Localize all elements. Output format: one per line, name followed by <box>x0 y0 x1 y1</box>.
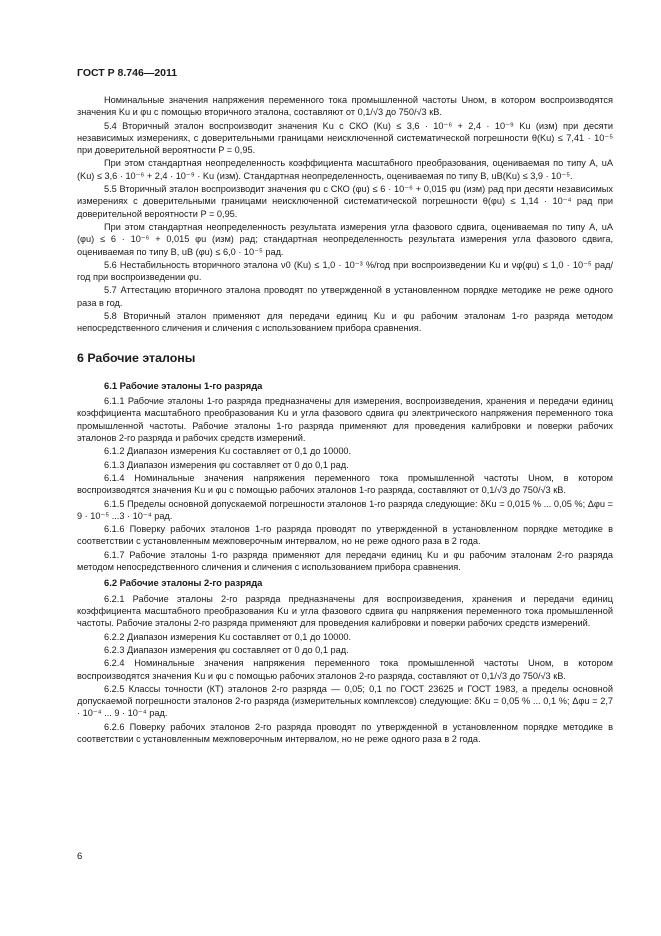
paragraph-6-2-4: 6.2.4 Номинальные значения напряжения переменного тока промышленной частоты Uном, в котором воспроизводятся значения Ku и φu с помощью рабочих эталонов 2-го разряда, составляют от 0,1/√3 до 750/√3 кВ. <box>77 658 613 681</box>
paragraph-nominal-voltage: Номинальные значения напряжения переменного тока промышленной частоты Uном, в котором воспроизводятся значения Ku и φu с помощью вторичного эталона, составляют от 0,1/√3 до 750/√3 кВ. <box>77 95 613 118</box>
paragraph-5-4-uncertainty: При этом стандартная неопределенность коэффициента масштабного преобразования, оцениваемая по типу А, uA (Ku) ≤ 3,6 · 10⁻⁶ + 2,4 · 10⁻⁹ · Ku (изм). Стандартная неопределенность, оцениваемая по типу В, uB(Ku) ≤ 3,9 · 10⁻⁵. <box>77 158 613 181</box>
document-body <box>77 94 613 746</box>
paragraph-6-1-3: 6.1.3 Диапазон измерения φu составляет от 0 до 0,1 рад. <box>104 459 349 470</box>
paragraph-6-1-4: 6.1.4 Номинальные значения напряжения переменного тока промышленной частоты Uном, в котором воспроизводятся значения Ku и φu с помощью рабочих эталонов 1-го разряда, составляют от 0,1/√3 до 750/√3 кВ. <box>77 472 613 496</box>
subsection-6-1-title: 6.1 Рабочие эталоны 1-го разряда <box>104 379 263 391</box>
paragraph-5-6: 5.6 Нестабильность вторичного эталона ν0 (Ku) ≤ 1,0 · 10⁻³ %/год при воспроизведении Ku и νφ(φu) ≤ 1,0 · 10⁻⁵ рад/год при воспроизведении φu. <box>77 259 613 283</box>
page-number: 6 <box>77 851 83 862</box>
paragraph-6-2-2: 6.2.2 Диапазон измерения Ku составляет от 0,1 до 10000. <box>104 631 352 642</box>
paragraph-6-2-6: 6.2.6 Поверку рабочих эталонов 2-го разряда проводят по утвержденной в установленном порядке методике в соответствии с установленным межповерочным интервалом, но не реже одного раза в 2 года. <box>77 721 613 745</box>
paragraph-6-2-1: 6.2.1 Рабочие эталоны 2-го разряда предназначены для воспроизведения, хранения и передачи единиц коэффициента масштабного преобразования Ku и угла фазового сдвига φu напряжения переменного тока промышленной частоты. Рабочие эталоны 2-го разряда применяют для проведения калибровки и поверки рабочих средств измерений. <box>77 593 613 629</box>
paragraph-6-2-3: 6.2.3 Диапазон измерения φu составляет от 0 до 0,1 рад. <box>104 644 349 655</box>
paragraph-5-5: 5.5 Вторичный эталон воспроизводит значения φu с СКО (φu) ≤ 6 · 10⁻⁶ + 0,015 φu (изм) рад при десяти независимых измерениях с доверительными границами неисключенной систематической погрешности θ(φu) ≤ 1,14 · 10⁻⁴ рад при доверительной вероятности P = 0,95. <box>77 184 613 219</box>
paragraph-6-1-2: 6.1.2 Диапазон измерения Ku составляет от 0,1 до 10000. <box>104 446 352 457</box>
paragraph-5-4: 5.4 Вторичный эталон воспроизводит значения Ku с СКО (Ku) ≤ 3,6 · 10⁻⁶ + 2,4 · 10⁻⁹ Ku (изм) при десяти независимых измерениях, с доверительными границами неисключенной систематической погрешности θ(Ku) ≤ 7,41 · 10⁻⁵ при доверительной вероятности P = 0,95. <box>77 120 613 156</box>
subsection-6-2-title: 6.2 Рабочие эталоны 2-го разряда <box>104 577 263 589</box>
paragraph-5-7: 5.7 Аттестацию вторичного эталона проводят по утвержденной в установленном порядке методике не реже одного раза в год. <box>77 285 613 308</box>
paragraph-6-1-6: 6.1.6 Поверку рабочих эталонов 1-го разряда проводят по утвержденной в установленном порядке методике в соответствии с установленным межповерочным интервалом, но не реже одного раза в 2 года. <box>77 524 613 547</box>
paragraph-6-1-1: 6.1.1 Рабочие эталоны 1-го разряда предназначены для измерения, воспроизведения, хранения и передачи единиц коэффициента масштабного преобразования Ku и угла фазового сдвига φu электрического напряжения переменного тока промышленной частоты. Рабочие эталоны 1-го разряда применяют для проведения калибровки и поверки рабочих эталонов 2-го разряда и рабочих средств измерений. <box>77 396 613 444</box>
paragraph-6-1-7: 6.1.7 Рабочие эталоны 1-го разряда применяют для передачи единиц Ku и φu рабочим эталонам 2-го разряда методом непосредственного сличения и сличения с использованием прибора сравнения. <box>77 549 613 572</box>
paragraph-5-8: 5.8 Вторичный эталон применяют для передачи единиц Ku и φu рабочим эталонам 1-го разряда методом непосредственного сличения и сличения с использованием прибора сравнения. <box>77 311 613 334</box>
paragraph-6-1-5: 6.1.5 Пределы основной допускаемой погрешности эталонов 1-го разряда следующие: δKu = 0,015 % ... 0,05 %; Δφu = 9 · 10⁻⁵ ...3 · 10⁻⁴ рад. <box>77 498 613 521</box>
paragraph-6-2-5: 6.2.5 Классы точности (КТ) эталонов 2-го разряда — 0,05; 0,1 по ГОСТ 23625 и ГОСТ 1983, а пределы основной допускаемой погрешности эталонов 2-го разряда (измерительных комплексов) следующие: δKu = 0,05 % ... 0,1 %; Δφu = 2,7 · 10⁻⁴ ... 9 · 10⁻⁴ рад. <box>77 683 613 719</box>
standard-header: ГОСТ Р 8.746—2011 <box>77 67 178 79</box>
section-6-title: 6 Рабочие эталоны <box>77 350 196 365</box>
paragraph-5-5-uncertainty: При этом стандартная неопределенность результата измерения угла фазового сдвига, оцениваемая по типу А, uA (φu) ≤ 6 · 10⁻⁶ + 0,015 φu (изм) рад; стандартная неопределенность результата измерения угла фазового сдвига, оцениваемая по типу В, uB (φu) ≤ 6,0 · 10⁻⁵ рад. <box>77 221 613 257</box>
